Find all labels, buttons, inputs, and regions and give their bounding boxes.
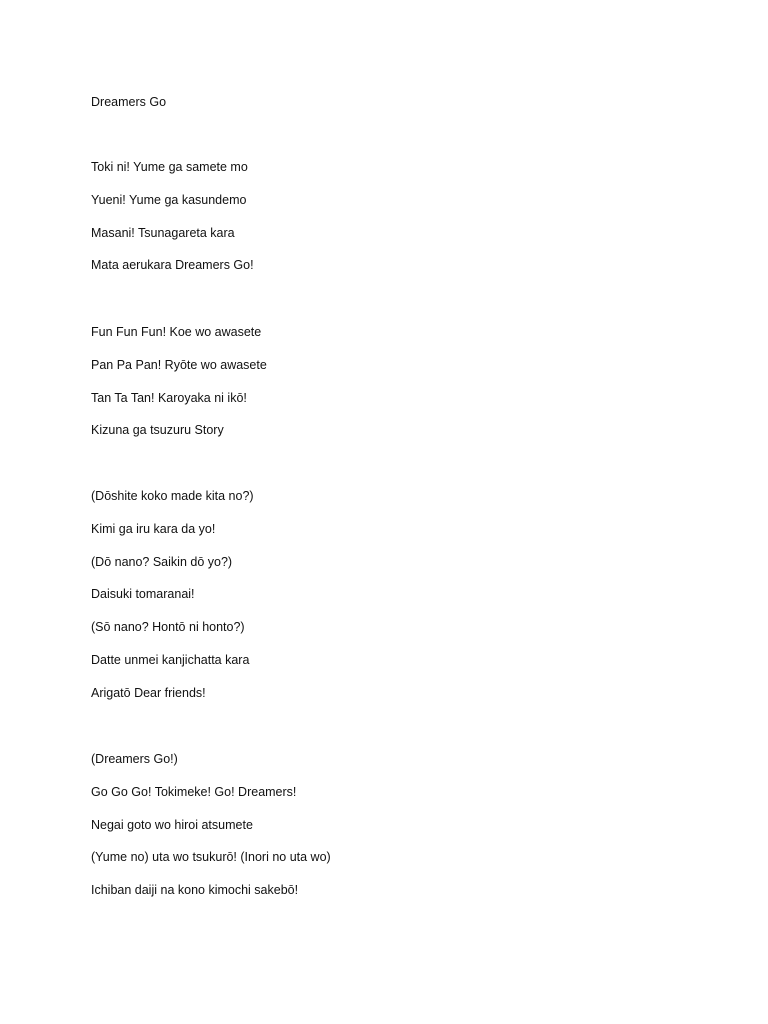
lyric-line: Daisuki tomaranai! [91, 587, 195, 602]
lyric-line: Yueni! Yume ga kasundemo [91, 192, 247, 207]
lyric-line: (Dreamers Go!) [91, 752, 178, 766]
lyric-line: Pan Pa Pan! Ryōte wo awasete [91, 357, 267, 372]
lyric-line: Mata aerukara Dreamers Go! [91, 258, 254, 273]
lyric-line: Masani! Tsunagareta kara [91, 225, 235, 240]
lyric-line: (Dōshite koko made kita no?) [91, 489, 254, 503]
lyrics-stanza-4 [91, 751, 331, 898]
lyric-line: Toki ni! Yume ga samete mo [91, 160, 248, 174]
lyric-line: (Sō nano? Hontō ni honto?) [91, 620, 245, 635]
lyric-line: Go Go Go! Tokimeke! Go! Dreamers! [91, 784, 297, 799]
lyrics-stanza-1 [91, 159, 254, 273]
document-title: Dreamers Go [91, 95, 167, 109]
lyric-line: Kimi ga iru kara da yo! [91, 521, 216, 536]
lyrics-stanza-3 [91, 488, 254, 701]
lyric-line: Datte unmei kanjichatta kara [91, 652, 250, 667]
lyric-line: Kizuna ga tsuzuru Story [91, 423, 224, 438]
lyric-line: (Dō nano? Saikin dō yo?) [91, 554, 233, 569]
lyric-line: Ichiban daiji na kono kimochi sakebō! [91, 883, 299, 898]
lyrics-stanza-2 [91, 324, 267, 438]
lyric-line: Tan Ta Tan! Karoyaka ni ikō! [91, 390, 247, 405]
lyric-line: (Yume no) uta wo tsukurō! (Inori no uta wo) [91, 850, 331, 865]
lyric-line: Negai goto wo hiroi atsumete [91, 817, 253, 832]
lyric-line: Fun Fun Fun! Koe wo awasete [91, 325, 262, 339]
lyric-line: Arigatō Dear friends! [91, 685, 206, 700]
